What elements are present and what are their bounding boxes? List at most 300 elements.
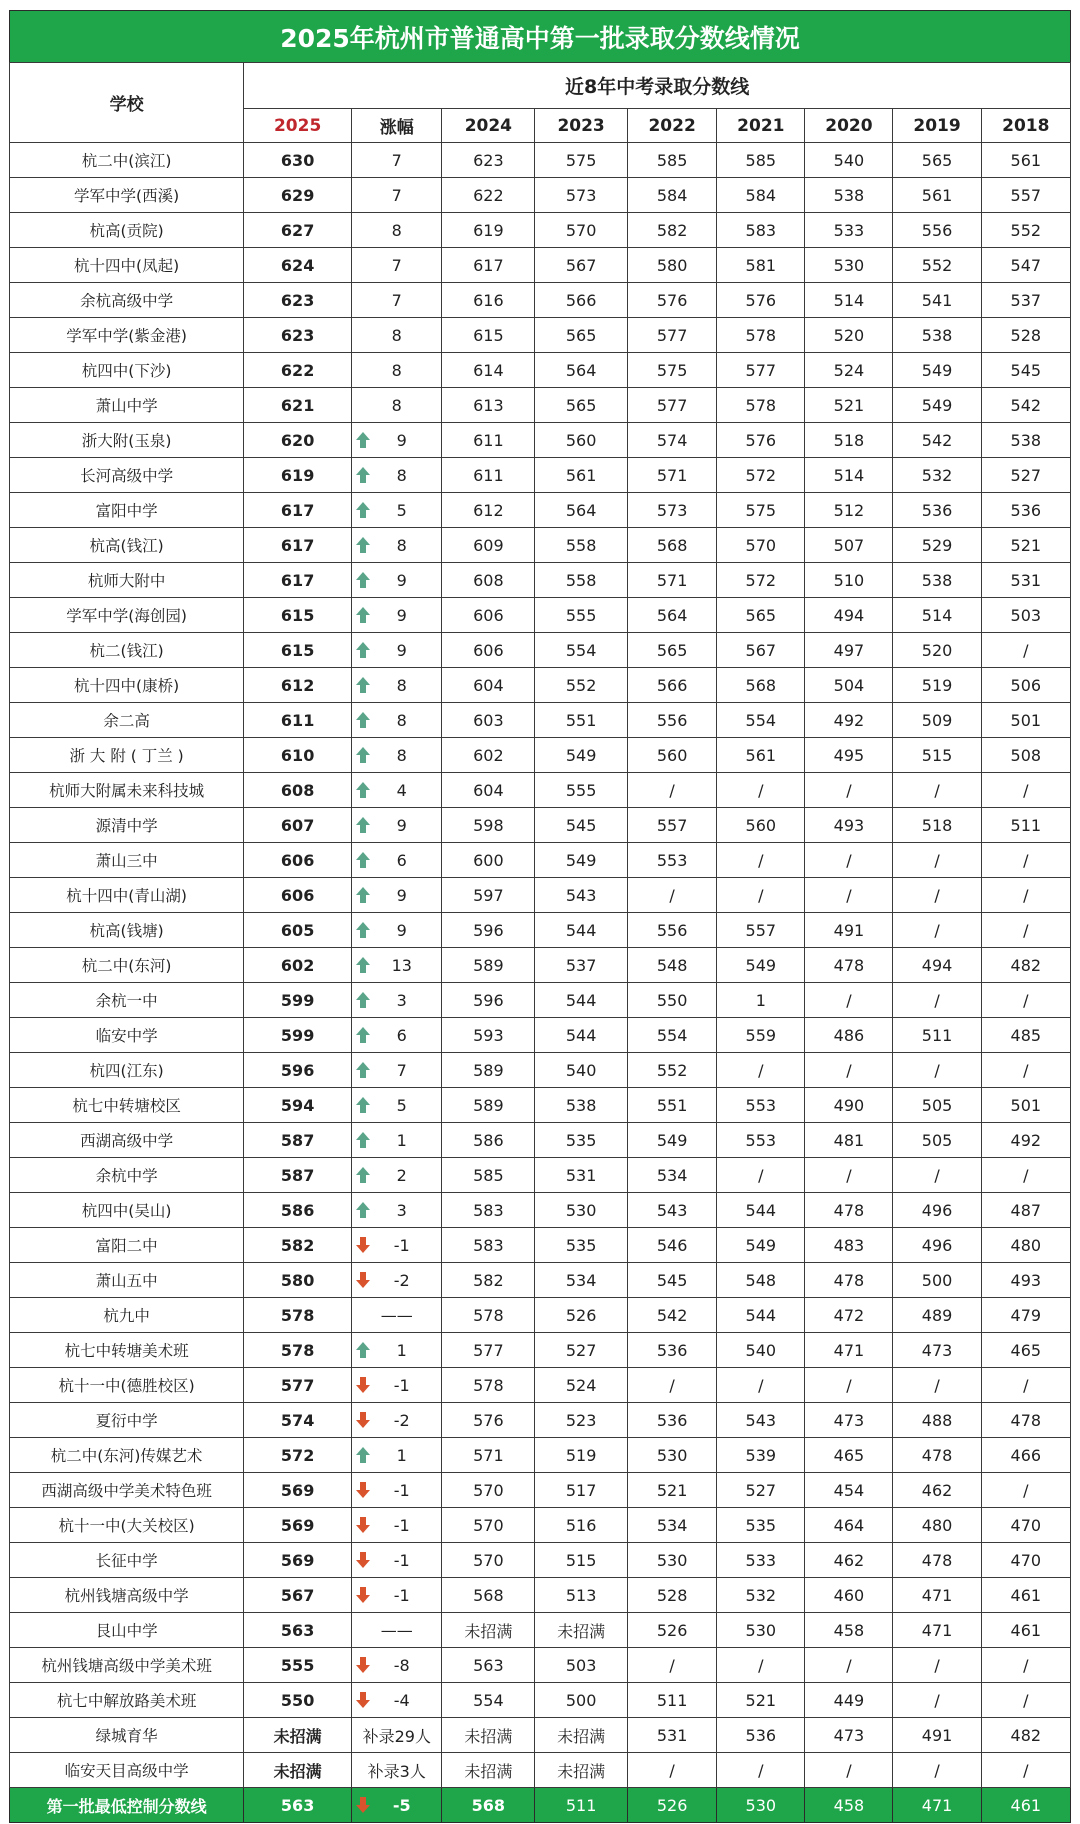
score-2024: 583	[442, 1228, 535, 1263]
school-name: 杭州钱塘高级中学	[10, 1578, 244, 1613]
score-change	[352, 1193, 442, 1228]
score-2025: 574	[244, 1403, 352, 1438]
score-2024: 616	[442, 283, 535, 318]
score-change	[352, 1263, 442, 1298]
score-2018: /	[981, 1368, 1070, 1403]
score-change	[352, 1228, 442, 1263]
table-row	[10, 1543, 1071, 1578]
score-2018: /	[981, 1683, 1070, 1718]
score-2022: /	[627, 773, 716, 808]
score-2024: 604	[442, 668, 535, 703]
score-2025: 630	[244, 143, 352, 178]
table-row	[10, 528, 1071, 563]
score-2025: 563	[244, 1788, 352, 1823]
score-2023: 560	[535, 423, 628, 458]
score-2019: 552	[893, 248, 981, 283]
score-2025: 606	[244, 878, 352, 913]
score-2024: 598	[442, 808, 535, 843]
score-2020: /	[805, 1158, 893, 1193]
score-2025: 563	[244, 1613, 352, 1648]
score-2024: 597	[442, 878, 535, 913]
score-2020: 481	[805, 1123, 893, 1158]
score-2024: 570	[442, 1508, 535, 1543]
score-2025: 622	[244, 353, 352, 388]
score-2020: 514	[805, 283, 893, 318]
score-change-value: 8	[391, 395, 402, 415]
score-change-value: 7	[391, 185, 402, 205]
score-2025: 606	[244, 843, 352, 878]
score-2021: 554	[717, 703, 805, 738]
score-2019: 549	[893, 388, 981, 423]
school-name: 富阳二中	[10, 1228, 244, 1263]
score-2018: 466	[981, 1438, 1070, 1473]
score-change-value: 6	[396, 1025, 407, 1045]
score-2022: 546	[627, 1228, 716, 1263]
score-change	[352, 493, 442, 528]
arrow-up-icon	[355, 1201, 371, 1219]
score-2025: 615	[244, 598, 352, 633]
table-body	[10, 143, 1071, 1823]
arrow-down-icon	[355, 1516, 371, 1534]
score-2025: 620	[244, 423, 352, 458]
score-sheet	[9, 10, 1071, 1823]
score-2021: /	[717, 1753, 805, 1788]
score-change-value: 9	[396, 570, 407, 590]
score-2024: 619	[442, 213, 535, 248]
score-2020: 540	[805, 143, 893, 178]
table-row	[10, 1508, 1071, 1543]
score-change	[352, 1298, 442, 1333]
arrow-up-icon	[355, 1341, 371, 1359]
score-2018: 503	[981, 598, 1070, 633]
table-row	[10, 493, 1071, 528]
arrow-down-icon	[355, 1656, 371, 1674]
score-2019: 532	[893, 458, 981, 493]
score-2020: 533	[805, 213, 893, 248]
school-name: 余杭一中	[10, 983, 244, 1018]
arrow-up-icon	[355, 571, 371, 589]
score-2023: 565	[535, 318, 628, 353]
score-2020: /	[805, 1053, 893, 1088]
score-2021: 521	[717, 1683, 805, 1718]
score-change	[352, 1753, 442, 1788]
score-2024: 602	[442, 738, 535, 773]
score-2019: 471	[893, 1578, 981, 1613]
score-2019: 509	[893, 703, 981, 738]
score-2022: 536	[627, 1333, 716, 1368]
score-2021: 548	[717, 1263, 805, 1298]
score-2024: 611	[442, 458, 535, 493]
score-2024: 583	[442, 1193, 535, 1228]
score-2023: 527	[535, 1333, 628, 1368]
score-2022: 536	[627, 1403, 716, 1438]
score-2019: /	[893, 913, 981, 948]
score-2024: 589	[442, 1088, 535, 1123]
school-name: 杭十四中(青山湖)	[10, 878, 244, 913]
score-2024: 604	[442, 773, 535, 808]
score-2024: 568	[442, 1578, 535, 1613]
score-2023: 575	[535, 143, 628, 178]
score-2024: 589	[442, 948, 535, 983]
score-2022: 577	[627, 388, 716, 423]
score-2018: /	[981, 1648, 1070, 1683]
score-2022: 574	[627, 423, 716, 458]
score-2020: 478	[805, 1263, 893, 1298]
score-2018: 511	[981, 808, 1070, 843]
column-header-2018: 2018	[981, 109, 1070, 143]
score-change-value: 13	[391, 955, 412, 975]
score-2022: 545	[627, 1263, 716, 1298]
arrow-up-icon	[355, 781, 371, 799]
score-change	[352, 1473, 442, 1508]
school-name: 夏衍中学	[10, 1403, 244, 1438]
arrow-up-icon	[355, 711, 371, 729]
score-change-value: 1	[396, 1445, 407, 1465]
score-2023: 535	[535, 1123, 628, 1158]
score-2020: 471	[805, 1333, 893, 1368]
score-change-value: -1	[393, 1515, 410, 1535]
arrow-down-icon	[355, 1411, 371, 1429]
score-2022: /	[627, 1368, 716, 1403]
table-row	[10, 633, 1071, 668]
score-2020: 454	[805, 1473, 893, 1508]
score-2018: 470	[981, 1508, 1070, 1543]
score-2018: 493	[981, 1263, 1070, 1298]
score-2021: 540	[717, 1333, 805, 1368]
score-2018: 547	[981, 248, 1070, 283]
school-name: 杭四中(下沙)	[10, 353, 244, 388]
score-2021: 532	[717, 1578, 805, 1613]
school-name: 杭十一中(大关校区)	[10, 1508, 244, 1543]
score-2020: 473	[805, 1403, 893, 1438]
score-2022: 534	[627, 1508, 716, 1543]
score-change-value: 8	[391, 220, 402, 240]
score-2019: /	[893, 1648, 981, 1683]
score-change	[352, 703, 442, 738]
score-2021: 570	[717, 528, 805, 563]
score-2022: 534	[627, 1158, 716, 1193]
score-change	[352, 878, 442, 913]
arrow-up-icon	[355, 1096, 371, 1114]
table-row	[10, 1473, 1071, 1508]
score-2020: 486	[805, 1018, 893, 1053]
score-2025: 629	[244, 178, 352, 213]
school-name: 临安天目高级中学	[10, 1753, 244, 1788]
score-change-value: -1	[393, 1585, 410, 1605]
score-change	[352, 1123, 442, 1158]
score-2020: 512	[805, 493, 893, 528]
score-2024: 611	[442, 423, 535, 458]
score-2020: 472	[805, 1298, 893, 1333]
score-2018: 542	[981, 388, 1070, 423]
score-2020: /	[805, 878, 893, 913]
score-2022: 556	[627, 913, 716, 948]
score-2024: 622	[442, 178, 535, 213]
score-2023: 530	[535, 1193, 628, 1228]
score-2018: 482	[981, 1718, 1070, 1753]
score-2020: /	[805, 1753, 893, 1788]
score-2018: 485	[981, 1018, 1070, 1053]
score-2025: 569	[244, 1508, 352, 1543]
score-2024: 593	[442, 1018, 535, 1053]
score-2022: 554	[627, 1018, 716, 1053]
score-2019: 529	[893, 528, 981, 563]
score-2020: 514	[805, 458, 893, 493]
score-change	[352, 983, 442, 1018]
score-2022: 585	[627, 143, 716, 178]
score-2018: /	[981, 1473, 1070, 1508]
score-change-value: 8	[396, 675, 407, 695]
score-2022: 530	[627, 1543, 716, 1578]
score-2023: 535	[535, 1228, 628, 1263]
score-2021: 583	[717, 213, 805, 248]
score-2019: 489	[893, 1298, 981, 1333]
score-2021: 557	[717, 913, 805, 948]
score-2023: 564	[535, 493, 628, 528]
school-name: 杭九中	[10, 1298, 244, 1333]
score-2021: /	[717, 1648, 805, 1683]
score-change-value: 6	[396, 850, 407, 870]
score-2022: 511	[627, 1683, 716, 1718]
score-change	[352, 1543, 442, 1578]
score-2022: 530	[627, 1438, 716, 1473]
score-change-value: 8	[396, 535, 407, 555]
score-2023: 516	[535, 1508, 628, 1543]
score-2024: 606	[442, 633, 535, 668]
table-row	[10, 248, 1071, 283]
score-2023: 566	[535, 283, 628, 318]
score-change-value: 9	[396, 430, 407, 450]
score-2024: 589	[442, 1053, 535, 1088]
score-change-value: 4	[396, 780, 407, 800]
score-2024: 578	[442, 1298, 535, 1333]
school-name: 第一批最低控制分数线	[10, 1788, 244, 1823]
school-name: 学军中学(西溪)	[10, 178, 244, 213]
score-2023: 未招满	[535, 1718, 628, 1753]
score-2022: 575	[627, 353, 716, 388]
score-change-value: 2	[396, 1165, 407, 1185]
score-change-value: -1	[393, 1375, 410, 1395]
score-2022: 560	[627, 738, 716, 773]
score-2020: 491	[805, 913, 893, 948]
score-change-value: 9	[396, 815, 407, 835]
score-2019: 473	[893, 1333, 981, 1368]
school-name: 杭二(钱江)	[10, 633, 244, 668]
table-row	[10, 843, 1071, 878]
score-2024: 609	[442, 528, 535, 563]
score-2018: 461	[981, 1788, 1070, 1823]
arrow-up-icon	[355, 991, 371, 1009]
table-row	[10, 1578, 1071, 1613]
score-2023: 534	[535, 1263, 628, 1298]
score-2022: /	[627, 878, 716, 913]
score-2022: 568	[627, 528, 716, 563]
score-2019: 478	[893, 1543, 981, 1578]
score-2020: 538	[805, 178, 893, 213]
score-2018: 480	[981, 1228, 1070, 1263]
score-2019: 538	[893, 318, 981, 353]
score-change-value: ——	[380, 1620, 413, 1640]
score-2023: 523	[535, 1403, 628, 1438]
score-2020: 490	[805, 1088, 893, 1123]
score-2022: 584	[627, 178, 716, 213]
arrow-up-icon	[355, 921, 371, 939]
score-2018: 478	[981, 1403, 1070, 1438]
score-change-value: 7	[396, 1060, 407, 1080]
score-2018: 552	[981, 213, 1070, 248]
arrow-down-icon	[355, 1796, 371, 1814]
score-2023: 573	[535, 178, 628, 213]
school-name: 余二高	[10, 703, 244, 738]
score-2022: 550	[627, 983, 716, 1018]
score-2018: 536	[981, 493, 1070, 528]
score-change	[352, 178, 442, 213]
score-2020: 478	[805, 1193, 893, 1228]
school-name: 杭二中(东河)传媒艺术	[10, 1438, 244, 1473]
score-2022: 556	[627, 703, 716, 738]
score-2023: 524	[535, 1368, 628, 1403]
score-2019: 494	[893, 948, 981, 983]
score-2020: 497	[805, 633, 893, 668]
score-2025: 555	[244, 1648, 352, 1683]
score-2024: 612	[442, 493, 535, 528]
table-row	[10, 1438, 1071, 1473]
score-change	[352, 353, 442, 388]
score-2022: 542	[627, 1298, 716, 1333]
score-2020: 462	[805, 1543, 893, 1578]
score-2022: 557	[627, 808, 716, 843]
school-name: 杭高(钱塘)	[10, 913, 244, 948]
score-change	[352, 1438, 442, 1473]
column-header-2024: 2024	[442, 109, 535, 143]
score-2019: /	[893, 1368, 981, 1403]
score-2022: 548	[627, 948, 716, 983]
arrow-up-icon	[355, 1166, 371, 1184]
score-2021: 1	[717, 983, 805, 1018]
score-2019: 514	[893, 598, 981, 633]
score-2024: 未招满	[442, 1718, 535, 1753]
table-row	[10, 738, 1071, 773]
score-change	[352, 843, 442, 878]
score-change	[352, 913, 442, 948]
score-2018: /	[981, 1158, 1070, 1193]
arrow-up-icon	[355, 606, 371, 624]
score-2022: 549	[627, 1123, 716, 1158]
school-name: 杭二中(滨江)	[10, 143, 244, 178]
score-2022: 543	[627, 1193, 716, 1228]
school-name: 杭师大附属未来科技城	[10, 773, 244, 808]
score-change-value: 1	[396, 1340, 407, 1360]
score-2025: 615	[244, 633, 352, 668]
score-change	[352, 633, 442, 668]
score-change-value: -8	[393, 1655, 410, 1675]
score-2019: 505	[893, 1123, 981, 1158]
arrow-down-icon	[355, 1691, 371, 1709]
score-2022: 565	[627, 633, 716, 668]
score-2025: 未招满	[244, 1753, 352, 1788]
school-name: 杭高(贡院)	[10, 213, 244, 248]
score-change-value: 3	[396, 990, 407, 1010]
school-name: 萧山三中	[10, 843, 244, 878]
score-2025: 550	[244, 1683, 352, 1718]
score-2025: 582	[244, 1228, 352, 1263]
table-row	[10, 1298, 1071, 1333]
score-2025: 605	[244, 913, 352, 948]
score-2023: 552	[535, 668, 628, 703]
score-change	[352, 738, 442, 773]
score-2019: /	[893, 773, 981, 808]
score-2021: /	[717, 878, 805, 913]
score-2018: 527	[981, 458, 1070, 493]
score-2020: 494	[805, 598, 893, 633]
arrow-up-icon	[355, 676, 371, 694]
score-change-value: -1	[393, 1235, 410, 1255]
score-2021: 567	[717, 633, 805, 668]
score-2025: 572	[244, 1438, 352, 1473]
score-2025: 602	[244, 948, 352, 983]
school-name: 余杭高级中学	[10, 283, 244, 318]
score-2025: 607	[244, 808, 352, 843]
score-2024: 586	[442, 1123, 535, 1158]
column-header-2020: 2020	[805, 109, 893, 143]
score-change-value: 8	[396, 465, 407, 485]
score-change	[352, 1403, 442, 1438]
score-2023: 543	[535, 878, 628, 913]
score-2022: 582	[627, 213, 716, 248]
score-2018: 508	[981, 738, 1070, 773]
score-2023: 531	[535, 1158, 628, 1193]
score-2023: 565	[535, 388, 628, 423]
table-row	[10, 983, 1071, 1018]
score-2019: 478	[893, 1438, 981, 1473]
score-2018: 470	[981, 1543, 1070, 1578]
score-2024: 596	[442, 983, 535, 1018]
column-header-2025: 2025	[244, 109, 352, 143]
score-2020: 521	[805, 388, 893, 423]
score-2020: 464	[805, 1508, 893, 1543]
score-2019: 505	[893, 1088, 981, 1123]
score-2021: /	[717, 1368, 805, 1403]
score-2022: 531	[627, 1718, 716, 1753]
score-2019: 471	[893, 1613, 981, 1648]
score-change	[352, 1508, 442, 1543]
score-2025: 567	[244, 1578, 352, 1613]
score-2018: 531	[981, 563, 1070, 598]
score-2023: 558	[535, 563, 628, 598]
arrow-up-icon	[355, 956, 371, 974]
score-2019: 500	[893, 1263, 981, 1298]
score-2018: 561	[981, 143, 1070, 178]
score-2022: 571	[627, 563, 716, 598]
footer-row	[10, 1788, 1071, 1823]
score-2021: 535	[717, 1508, 805, 1543]
table-row	[10, 703, 1071, 738]
score-2018: 501	[981, 703, 1070, 738]
score-change-value: -1	[393, 1550, 410, 1570]
score-2025: 621	[244, 388, 352, 423]
table-row	[10, 668, 1071, 703]
score-2024: 563	[442, 1648, 535, 1683]
score-2023: 549	[535, 843, 628, 878]
score-change	[352, 563, 442, 598]
score-2018: /	[981, 878, 1070, 913]
score-2025: 596	[244, 1053, 352, 1088]
score-2019: 519	[893, 668, 981, 703]
score-change	[352, 1088, 442, 1123]
score-change-value: 8	[391, 325, 402, 345]
score-2023: 555	[535, 598, 628, 633]
score-2024: 608	[442, 563, 535, 598]
